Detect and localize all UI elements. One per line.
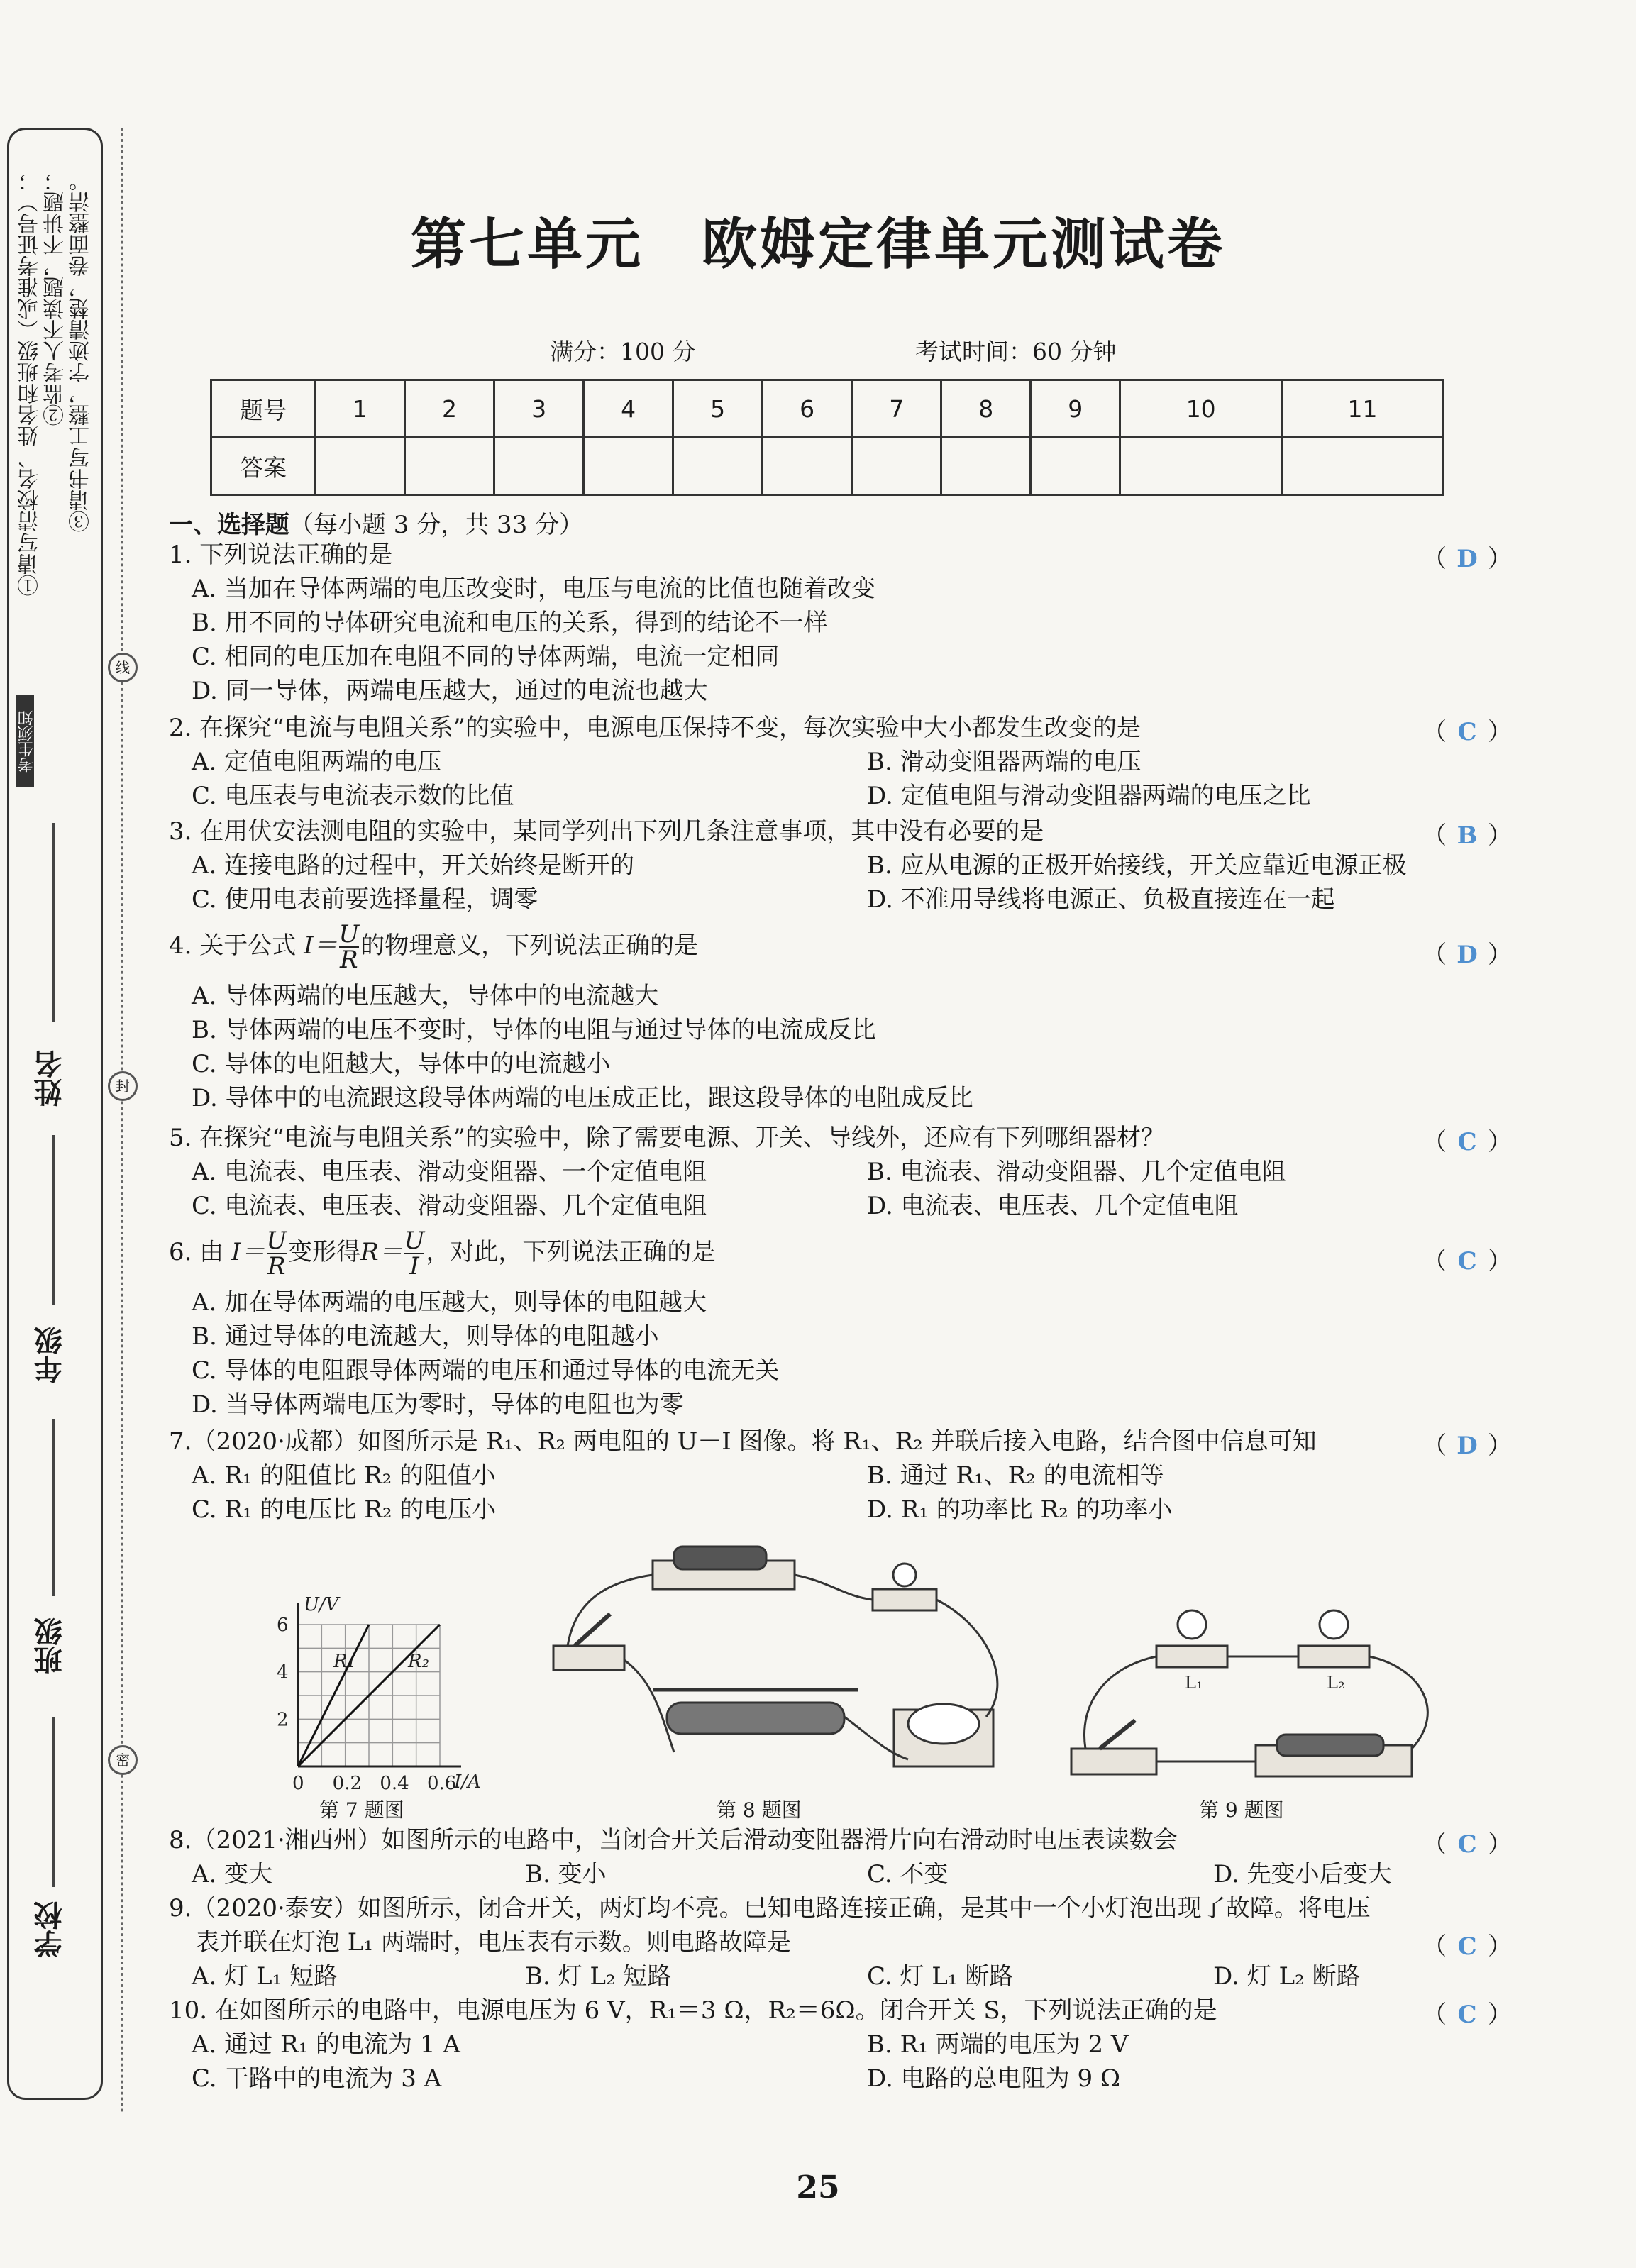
option: A. 连接电路的过程中，开关始终是断开的: [192, 851, 635, 880]
option: C. 灯 L₁ 断路: [867, 1962, 1014, 1991]
battery-icon: [1277, 1735, 1383, 1756]
lamp-l2-icon: [1320, 1610, 1348, 1639]
lamp-l1-icon: [1178, 1610, 1206, 1639]
answer-mark: （ C ）: [1422, 1247, 1512, 1276]
table-cell: 9: [1031, 380, 1120, 438]
answer-cell[interactable]: [1282, 438, 1444, 495]
series-label-2: R₂: [408, 1651, 429, 1672]
answer-mark: （ D ）: [1422, 545, 1512, 573]
y-tick-label: 2: [277, 1709, 289, 1731]
lamp-l2-base: [1298, 1646, 1369, 1667]
table-cell: 7: [852, 380, 941, 438]
fig9-caption: 第 9 题图: [1199, 1798, 1284, 1822]
answer-cell[interactable]: [1031, 438, 1120, 495]
field-class-line: [52, 1419, 55, 1596]
question-stem: 8.（2021·湘西州）如图所示的电路中，当闭合开关后滑动变阻器滑片向右滑动时电压表读数会: [169, 1826, 1178, 1854]
option: C. 相同的电压加在电阻不同的导体两端，电流一定相同: [192, 643, 780, 671]
option: D. 灯 L₂ 断路: [1213, 1962, 1361, 1991]
question-stem: 3. 在用伏安法测电阻的实验中，某同学列出下列几条注意事项，其中没有必要的是: [169, 817, 1044, 846]
option: D. 电路的总电阻为 9 Ω: [867, 2064, 1121, 2093]
switch-base: [1071, 1749, 1156, 1774]
answer-mark: （ C ）: [1422, 1128, 1512, 1156]
option: A. 电流表、电压表、滑动变阻器、一个定值电阻: [192, 1158, 707, 1186]
fig8-circuit: [546, 1539, 1043, 1802]
cut-mark-xian: 线: [108, 653, 138, 682]
table-cell: 1: [316, 380, 405, 438]
option: C. 不变: [867, 1860, 949, 1888]
option: D. 当导体两端电压为零时，导体的电阻也为零: [192, 1390, 684, 1419]
answer-cell[interactable]: [405, 438, 494, 495]
series-label-1: R₁: [333, 1651, 355, 1672]
table-row-numbers: [211, 380, 1444, 438]
question-stem-cont: 表并联在灯泡 L₁ 两端时，电压表有示数。则电路故障是: [195, 1928, 791, 1957]
formula-fraction: $\frac{U}{R}$: [338, 920, 360, 974]
field-class[interactable]: 班级: [34, 1617, 67, 1674]
page-number: 25: [796, 2169, 840, 2206]
option: D. 同一导体，两端电压越大，通过的电流也越大: [192, 677, 708, 705]
table-cell: 4: [584, 380, 673, 438]
lamp-l1-base: [1156, 1646, 1227, 1667]
field-school[interactable]: 学校: [34, 1901, 67, 1958]
section-title: 一、选择题（每小题 3 分，共 33 分）: [169, 511, 584, 539]
option: B. 通过 R₁、R₂ 的电流相等: [867, 1461, 1164, 1490]
fig9-circuit: [1064, 1596, 1461, 1795]
fig7-caption: 第 7 题图: [319, 1798, 404, 1822]
page-title: 第七单元 欧姆定律单元测试卷: [410, 212, 1225, 277]
option: B. 变小: [525, 1860, 607, 1888]
lamp-l2-label: L₂: [1327, 1673, 1345, 1693]
table-cell: 2: [405, 380, 494, 438]
question-stem: 2. 在探究“电流与电阻关系”的实验中，电源电压保持不变，每次实验中大小都发生改变的是: [169, 714, 1142, 742]
answer-mark: （ C ）: [1422, 1830, 1512, 1859]
option: B. 电流表、滑动变阻器、几个定值电阻: [867, 1158, 1286, 1186]
field-grade-line: [52, 1135, 55, 1305]
x-tick-label: 0.6: [427, 1773, 457, 1794]
binding-margin: [7, 128, 103, 2114]
table-cell: 8: [941, 380, 1031, 438]
answer-mark: （ D ）: [1422, 941, 1512, 969]
option: D. 电流表、电压表、几个定值电阻: [867, 1192, 1239, 1220]
option: D. 导体中的电流跟这段导体两端的电压成正比，跟这段导体的电阻成反比: [192, 1084, 973, 1112]
option: D. 定值电阻与滑动变阻器两端的电压之比: [867, 782, 1311, 810]
fig7-ui-graph: [255, 1589, 511, 1802]
answer-mark: （ C ）: [1422, 1932, 1512, 1961]
option: C. 导体的电阻跟导体两端的电压和通过导体的电流无关: [192, 1356, 780, 1385]
cut-mark-feng: 封: [108, 1071, 138, 1101]
option: C. R₁ 的电压比 R₂ 的电压小: [192, 1495, 497, 1524]
question-stem: 10. 在如图所示的电路中，电源电压为 6 V，R₁＝3 Ω，R₂＝6Ω。闭合开关 S，下列说法正确的是: [169, 1996, 1217, 2025]
option: B. 灯 L₂ 短路: [525, 1962, 672, 1991]
option: D. 先变小后变大: [1213, 1860, 1392, 1888]
answer-cell[interactable]: [316, 438, 405, 495]
lamp-icon: [893, 1564, 916, 1586]
battery-icon: [674, 1547, 766, 1569]
notice-line-1: ①请写清校名、姓名和班级（或准考证号）；: [18, 170, 43, 596]
switch-lever: [575, 1614, 610, 1646]
option: A. 加在导体两端的电压越大，则导体的电阻越大: [192, 1288, 707, 1317]
switch-base: [553, 1646, 624, 1670]
option: B. R₁ 两端的电压为 2 V: [867, 2030, 1129, 2059]
option: A. 导体两端的电压越大，导体中的电流越大: [192, 982, 659, 1010]
table-cell: 11: [1282, 380, 1444, 438]
question-stem: 7.（2020·成都）如图所示是 R₁、R₂ 两电阻的 U－I 图像。将 R₁、R₂ 并联后接入电路，结合图中信息可知: [169, 1427, 1317, 1456]
answer-cell[interactable]: [941, 438, 1031, 495]
x-tick-label: 0.2: [332, 1773, 363, 1794]
voltmeter-icon: [908, 1704, 979, 1744]
y-tick-label: 6: [277, 1615, 289, 1636]
field-school-line: [52, 1717, 55, 1887]
y-axis-label: U/V: [304, 1594, 339, 1615]
option: A. R₁ 的阻值比 R₂ 的阻值小: [192, 1461, 497, 1490]
answer-cell[interactable]: [584, 438, 673, 495]
table-cell: 3: [494, 380, 584, 438]
notice-line-2: ②监考人不读题，不讲题；: [43, 170, 68, 426]
full-score: 满分：100 分: [550, 338, 696, 365]
answer-mark: （ D ）: [1422, 1432, 1512, 1460]
option: A. 变大: [192, 1860, 273, 1888]
answer-cell[interactable]: [494, 438, 584, 495]
lamp-base: [873, 1589, 936, 1610]
table-cell: 6: [763, 380, 852, 438]
answer-mark: （ B ）: [1422, 822, 1512, 850]
field-name[interactable]: 姓名: [34, 1050, 67, 1107]
formula-fraction: $\frac{U}{I}$: [404, 1227, 425, 1280]
option: B. 导体两端的电压不变时，导体的电阻与通过导体的电流成反比: [192, 1016, 876, 1044]
option: C. 使用电表前要选择量程，调零: [192, 885, 538, 914]
answer-cell[interactable]: [763, 438, 852, 495]
table-cell: 5: [673, 380, 763, 438]
cut-mark-mi: 密: [108, 1745, 138, 1775]
option: C. 电流表、电压表、滑动变阻器、几个定值电阻: [192, 1192, 707, 1220]
x-tick-label: 0: [292, 1773, 304, 1794]
table-row-answers: [211, 438, 1444, 495]
question-stem: 4. 关于公式 I＝ $\frac{U}{R}$ 的物理意义，下列说法正确的是: [169, 920, 699, 974]
option: C. 电压表与电流表示数的比值: [192, 782, 514, 810]
x-tick-label: 0.4: [380, 1773, 409, 1794]
table-header-number: 题号: [211, 380, 316, 438]
question-stem: 6. 由 I＝ $\frac{U}{R}$ 变形得R＝ $\frac{U}{I}$ ，对此，下列说法正确的是: [169, 1227, 716, 1280]
exam-time: 考试时间：60 分钟: [915, 338, 1117, 365]
table-header-answer: 答案: [211, 438, 316, 495]
lamp-l1-label: L₁: [1185, 1673, 1203, 1693]
formula-fraction: $\frac{U}{R}$: [266, 1227, 287, 1280]
option: A. 定值电阻两端的电压: [192, 748, 442, 776]
option: B. 用不同的导体研究电流和电压的关系，得到的结论不一样: [192, 609, 828, 637]
option: D. R₁ 的功率比 R₂ 的功率小: [867, 1495, 1173, 1524]
answer-cell[interactable]: [1120, 438, 1282, 495]
table-cell: 10: [1120, 380, 1282, 438]
cut-line: [121, 128, 123, 2114]
field-grade[interactable]: 年级: [34, 1327, 67, 1383]
option: B. 通过导体的电流越大，则导体的电阻越小: [192, 1322, 659, 1351]
option: B. 滑动变阻器两端的电压: [867, 748, 1142, 776]
question-stem: 1. 下列说法正确的是: [169, 541, 393, 569]
option: C. 导体的电阻越大，导体中的电流越小: [192, 1050, 611, 1078]
answer-cell[interactable]: [852, 438, 941, 495]
fig8-caption: 第 8 题图: [717, 1798, 802, 1822]
answer-mark: （ C ）: [1422, 718, 1512, 746]
switch-lever: [1100, 1720, 1135, 1749]
question-stem: 5. 在探究“电流与电阻关系”的实验中，除了需要电源、开关、导线外，还应有下列哪组器材？: [169, 1124, 1166, 1152]
option: D. 不准用导线将电源正、负极直接连在一起: [867, 885, 1335, 914]
notice-title: 考生须知: [16, 695, 34, 787]
y-tick-label: 4: [277, 1661, 289, 1683]
answer-table: [210, 379, 1444, 496]
option: B. 应从电源的正极开始接线，开关应靠近电源正极: [867, 851, 1407, 880]
rheostat-icon: [667, 1703, 844, 1734]
option: C. 干路中的电流为 3 A: [192, 2064, 442, 2093]
notice-line-3: ③请书写工整，字迹清楚，卷面整洁。: [69, 170, 94, 532]
option: A. 当加在导体两端的电压改变时，电压与电流的比值也随着改变: [192, 575, 876, 603]
field-name-line: [52, 823, 55, 1022]
question-stem: 9.（2020·泰安）如图所示，闭合开关，两灯均不亮。已知电路连接正确，是其中一个小灯泡出现了故障。将电压: [169, 1894, 1371, 1923]
x-axis-label: I/A: [454, 1771, 481, 1793]
option: A. 通过 R₁ 的电流为 1 A: [192, 2030, 460, 2059]
option: A. 灯 L₁ 短路: [192, 1962, 338, 1991]
answer-mark: （ C ）: [1422, 2001, 1512, 2029]
answer-cell[interactable]: [673, 438, 763, 495]
